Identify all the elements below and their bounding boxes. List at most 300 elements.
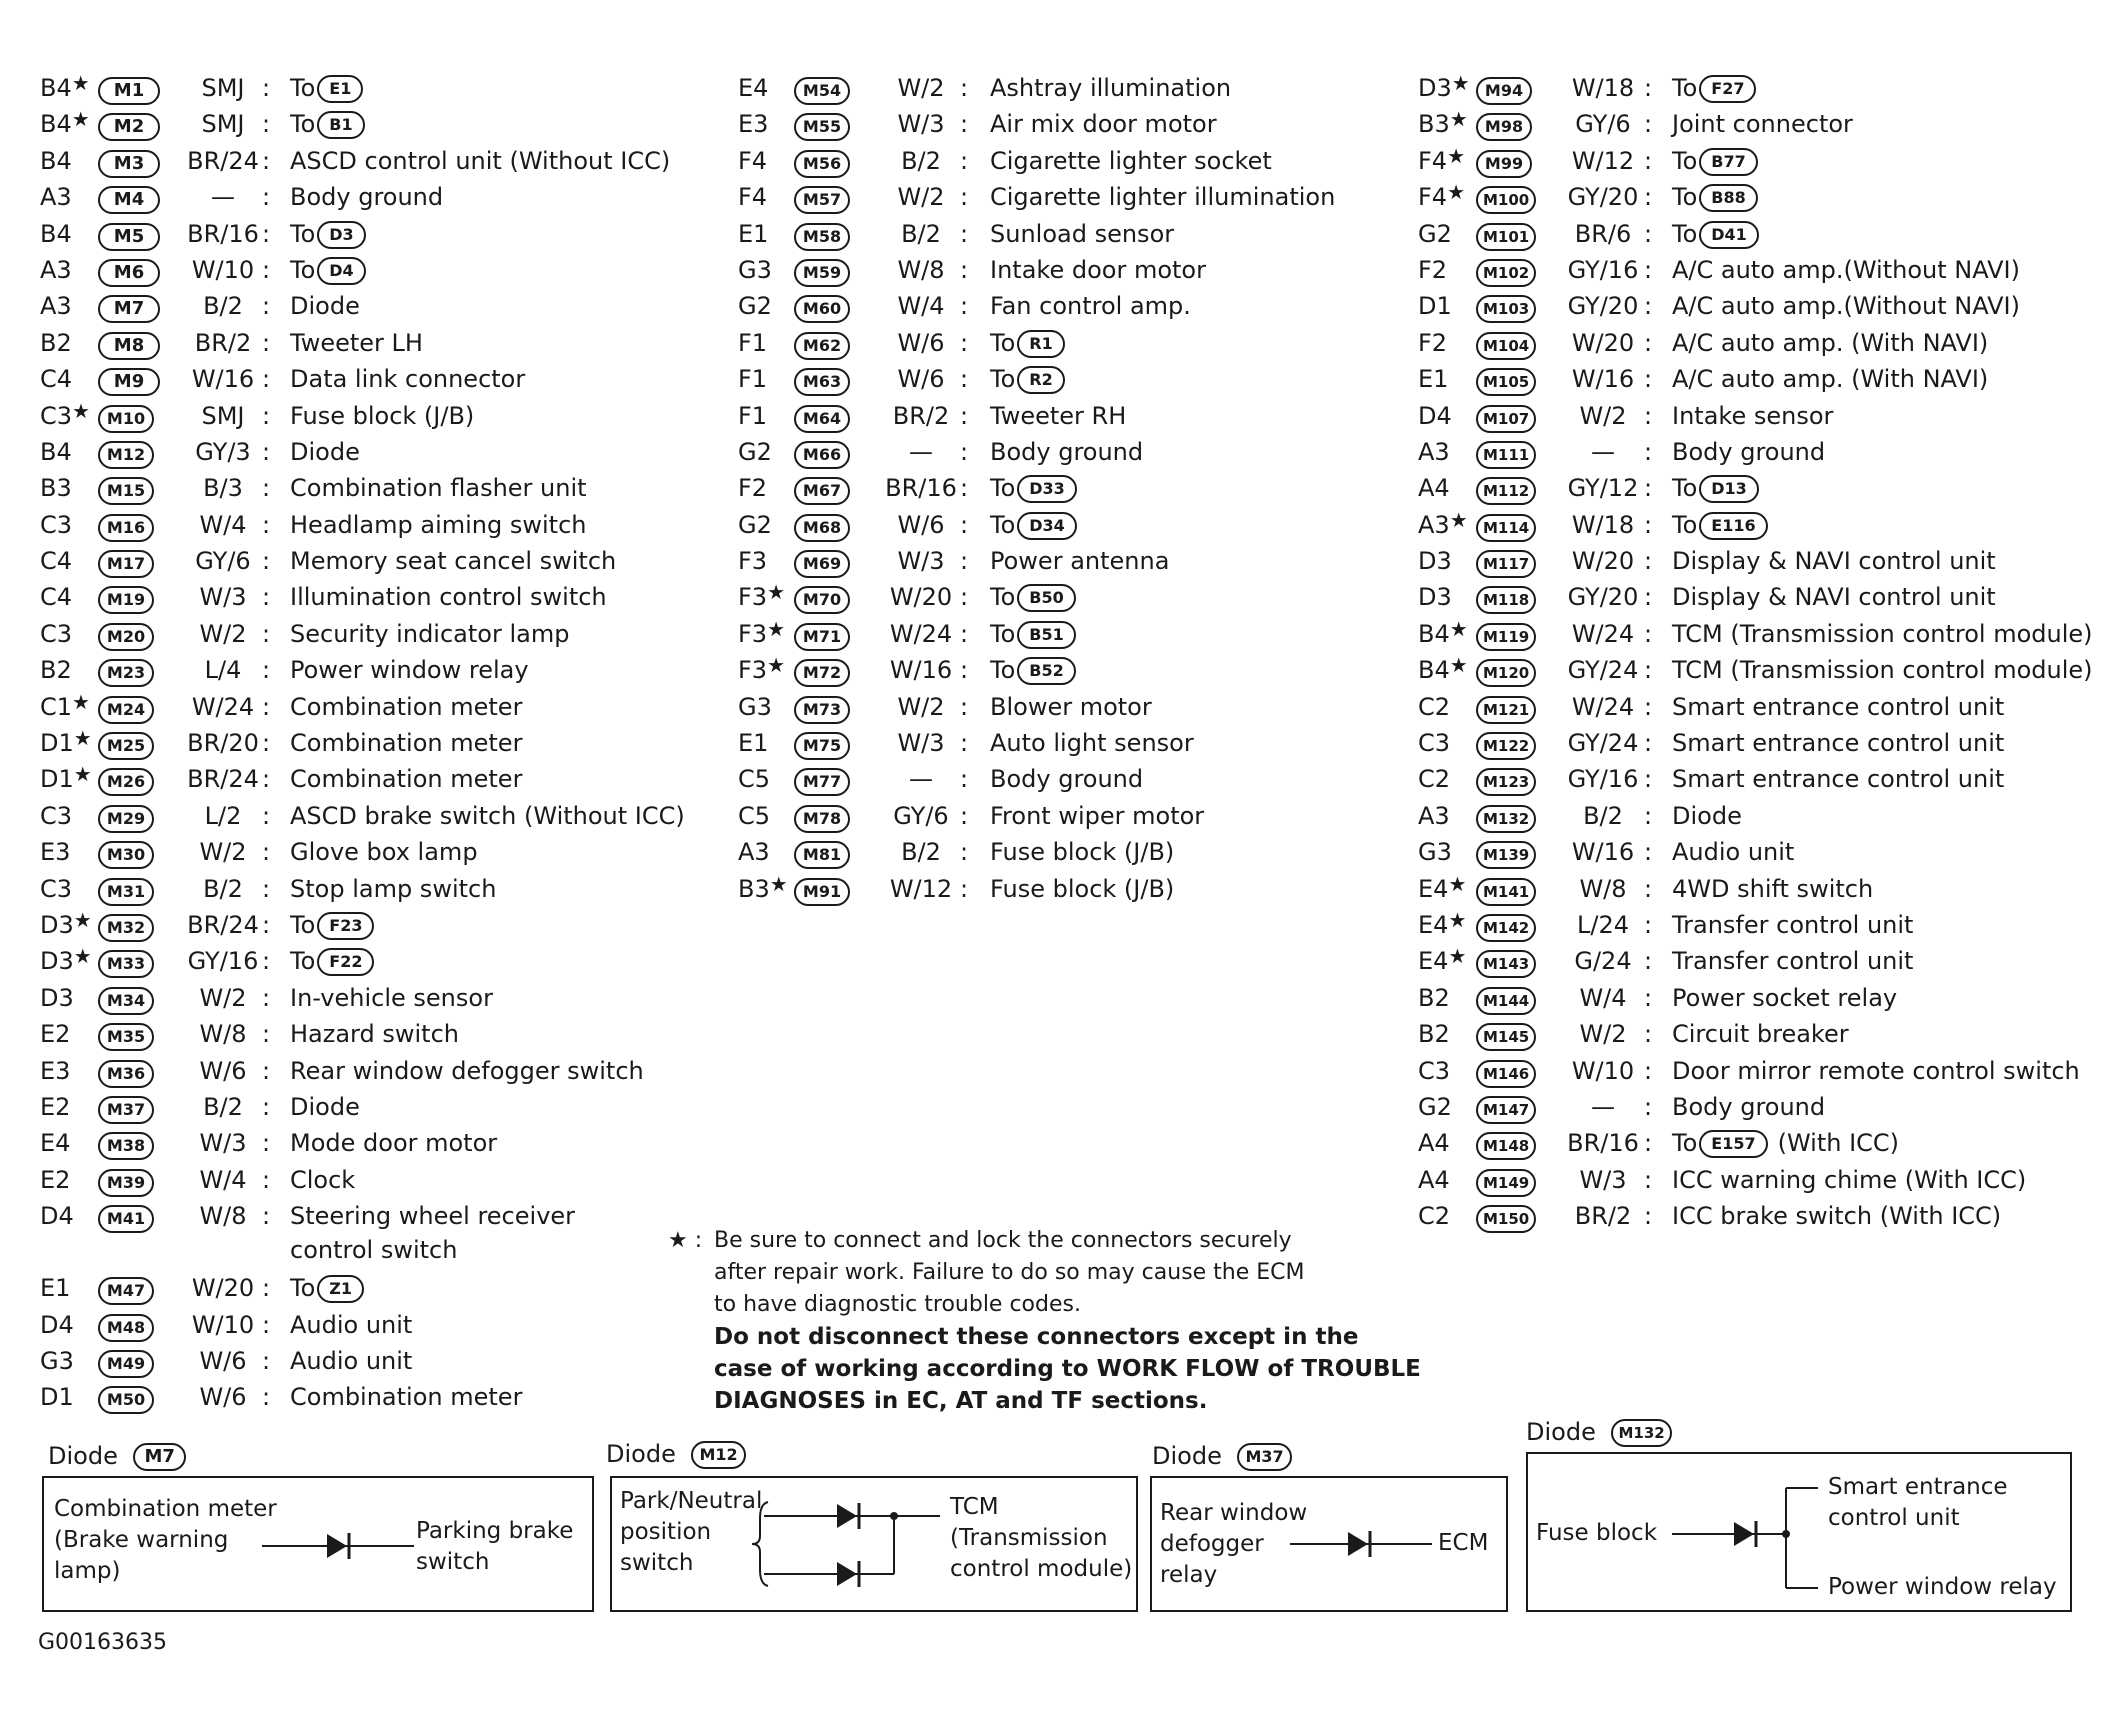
- grid-code: E2: [40, 1092, 71, 1121]
- star-icon: ★: [71, 71, 90, 95]
- separator-colon: :: [261, 219, 271, 248]
- description-text: Fan control amp.: [990, 292, 1191, 321]
- connector-badge: M6: [98, 259, 160, 287]
- separator-colon: :: [1643, 219, 1653, 248]
- connector-type: GY/16: [1567, 765, 1639, 794]
- grid-code: E1: [1418, 365, 1449, 394]
- connector-type: W/6: [199, 1346, 247, 1375]
- connector-type: W/16: [191, 365, 255, 394]
- grid-reference: [1418, 765, 1450, 793]
- diode-m37-title: [1152, 1442, 1292, 1471]
- connector-description: [290, 547, 616, 575]
- connector-badge: M141: [1476, 878, 1536, 906]
- grid-code: D1: [1418, 292, 1452, 321]
- grid-code: C3: [40, 874, 73, 903]
- connector-type: GY/24: [1567, 729, 1639, 758]
- separator-colon: :: [261, 146, 271, 175]
- description-text: ASCD brake switch (Without ICC): [290, 801, 685, 830]
- grid-code: A3: [1418, 510, 1450, 539]
- description-text: Transfer control unit: [1672, 947, 1914, 976]
- connector-badge: M69: [794, 550, 850, 578]
- separator-colon: :: [959, 583, 969, 612]
- separator-colon: :: [261, 1165, 271, 1194]
- connector-type: W/6: [199, 1056, 247, 1085]
- note-star-mark: ★ :: [668, 1228, 703, 1253]
- connector-description: [290, 765, 522, 793]
- grid-reference: [1418, 616, 1468, 648]
- description-text: Audio unit: [290, 1310, 413, 1339]
- separator-colon: :: [959, 656, 969, 685]
- connector-type: BR/2: [194, 328, 252, 357]
- connector-badge: M5: [98, 223, 160, 251]
- connector-description: [290, 365, 525, 393]
- connector-type: W/2: [199, 619, 247, 648]
- description-text: Door mirror remote control switch: [1672, 1056, 2080, 1085]
- connector-type: W/3: [897, 547, 945, 576]
- connector-description: [990, 256, 1206, 284]
- connector-type: W/6: [897, 365, 945, 394]
- grid-code: D3: [40, 910, 74, 939]
- connector-description: [1672, 220, 1759, 249]
- connector-description: [290, 183, 443, 211]
- connector-type: W/3: [199, 1129, 247, 1158]
- connector-type: GY/24: [1567, 656, 1639, 685]
- grid-code: A3: [1418, 437, 1450, 466]
- separator-colon: :: [1643, 1092, 1653, 1121]
- separator-colon: :: [1643, 437, 1653, 466]
- connector-badge: M71: [794, 623, 850, 651]
- connector-description: [290, 1311, 412, 1339]
- grid-reference: [1418, 143, 1466, 175]
- grid-code: A3: [1418, 801, 1450, 830]
- diode-m37-diagram: [1150, 1476, 1508, 1612]
- separator-colon: :: [959, 183, 969, 212]
- connector-badge: M143: [1476, 950, 1536, 978]
- connector-badge: M67: [794, 477, 850, 505]
- connector-description: [990, 402, 1126, 430]
- separator-colon: :: [1643, 947, 1653, 976]
- connector-type: W/8: [199, 1202, 247, 1231]
- grid-reference: [40, 762, 92, 794]
- description-text: Body ground: [1672, 1092, 1826, 1121]
- connector-description: [1672, 547, 1996, 575]
- connector-description: [1672, 802, 1742, 830]
- connector-description: [1672, 438, 1825, 466]
- connector-description: [1672, 984, 1897, 1012]
- connector-type: GY/12: [1567, 474, 1639, 503]
- connector-description: [1672, 256, 2020, 284]
- star-icon: ★: [767, 653, 786, 678]
- separator-colon: :: [959, 110, 969, 139]
- description-text: In-vehicle sensor: [290, 983, 493, 1012]
- connector-description: [1672, 474, 1759, 503]
- to-label: To: [1672, 183, 1698, 212]
- grid-code: B3: [40, 474, 72, 503]
- connector-description: [1672, 656, 2093, 684]
- connector-type: W/24: [191, 692, 255, 721]
- to-label: To: [990, 510, 1016, 539]
- to-label: To: [990, 656, 1016, 685]
- connector-type: B/3: [203, 474, 243, 503]
- connector-type: W/2: [897, 74, 945, 102]
- connector-badge: M73: [794, 696, 850, 724]
- grid-code: D4: [40, 1310, 74, 1339]
- separator-colon: :: [261, 1310, 271, 1339]
- connector-type: W/2: [1579, 401, 1627, 430]
- separator-colon: :: [261, 874, 271, 903]
- grid-code: A4: [1418, 1165, 1450, 1194]
- grid-code: D3: [1418, 583, 1452, 612]
- connector-description: [990, 729, 1194, 757]
- connector-description: [990, 183, 1335, 211]
- connector-type: B/2: [203, 874, 243, 903]
- description-text: Smart entrance control unit: [1672, 692, 2005, 721]
- description-text-line-2: control switch: [290, 1236, 458, 1265]
- connector-badge: M102: [1476, 259, 1536, 287]
- connector-badge: M38: [98, 1132, 154, 1160]
- connector-description: [290, 802, 685, 830]
- connector-description: [1672, 329, 1988, 357]
- star-icon: ★: [73, 762, 92, 787]
- label-line: position: [620, 1519, 712, 1545]
- grid-reference: [40, 656, 72, 684]
- separator-colon: :: [1643, 1165, 1653, 1194]
- grid-reference: [40, 802, 72, 830]
- star-icon: ★: [1449, 107, 1468, 132]
- note-bold-line: DIAGNOSES in EC, AT and TF sections.: [714, 1388, 1208, 1414]
- diode-bottom-right-label: Power window relay: [1828, 1574, 2057, 1600]
- star-icon: ★: [1451, 71, 1470, 95]
- connector-description: [1672, 729, 2004, 757]
- connector-badge: M19: [98, 586, 154, 614]
- connector-badge: M26: [98, 768, 154, 796]
- connector-type: W/3: [897, 729, 945, 758]
- grid-reference: [738, 474, 767, 502]
- connector-description: [990, 220, 1174, 248]
- label-line: Combination meter: [54, 1496, 277, 1522]
- grid-code: C3: [1418, 729, 1451, 758]
- grid-reference: [738, 183, 767, 211]
- connector-description: [1672, 765, 2004, 793]
- to-connector-badge: R1: [1017, 330, 1064, 358]
- separator-colon: :: [261, 474, 271, 503]
- note-line: to have diagnostic trouble codes.: [714, 1292, 1081, 1317]
- connector-description: [990, 74, 1231, 102]
- grid-reference: [738, 438, 772, 466]
- connector-type: W/16: [1571, 365, 1635, 394]
- grid-code: G2: [1418, 1092, 1452, 1121]
- figure-code: G00163635: [38, 1630, 168, 1655]
- grid-reference: [40, 620, 72, 648]
- grid-reference: [40, 1093, 70, 1121]
- description-text: Audio unit: [290, 1346, 413, 1375]
- connector-badge: M9: [98, 368, 160, 396]
- star-icon: ★: [73, 907, 92, 932]
- grid-reference: [40, 256, 72, 284]
- separator-colon: :: [261, 765, 271, 794]
- connector-badge: M4: [98, 186, 160, 214]
- separator-colon: :: [1643, 365, 1653, 394]
- grid-code: A3: [40, 183, 72, 212]
- connector-description: [990, 329, 1065, 358]
- connector-type: BR/16: [187, 219, 259, 248]
- label-line: Park/Neutral: [620, 1488, 763, 1514]
- separator-colon: :: [1643, 510, 1653, 539]
- label-line: control module): [950, 1556, 1133, 1582]
- connector-description: [290, 329, 423, 357]
- separator-colon: :: [261, 292, 271, 321]
- connector-description: [1672, 693, 2004, 721]
- to-connector-badge: B77: [1699, 148, 1757, 176]
- separator-colon: :: [1643, 110, 1653, 139]
- separator-colon: :: [1643, 474, 1653, 503]
- grid-code: E4: [1418, 910, 1449, 939]
- connector-description: [990, 547, 1169, 575]
- separator-colon: :: [959, 619, 969, 648]
- connector-badge: M8: [98, 332, 160, 360]
- separator-colon: :: [959, 874, 969, 903]
- grid-reference: [40, 71, 90, 102]
- connector-type: SMJ: [201, 74, 245, 102]
- separator-colon: :: [261, 801, 271, 830]
- grid-code: B3: [738, 874, 770, 903]
- separator-colon: :: [1643, 619, 1653, 648]
- grid-reference: [40, 1274, 70, 1302]
- description-text: Ashtray illumination: [990, 74, 1232, 102]
- connector-badge: M25: [98, 732, 154, 760]
- grid-reference: [1418, 907, 1467, 939]
- grid-reference: [1418, 1057, 1450, 1085]
- grid-reference: [40, 583, 72, 611]
- description-text: A/C auto amp. (With NAVI): [1672, 365, 1989, 394]
- grid-code: C2: [1418, 765, 1451, 794]
- separator-colon: :: [959, 547, 969, 576]
- connector-badge: M149: [1476, 1169, 1536, 1197]
- connector-type: —: [1591, 437, 1615, 466]
- to-label: To: [290, 947, 316, 976]
- connector-type: W/20: [191, 1274, 255, 1303]
- star-icon: ★: [767, 616, 786, 641]
- description-text: Data link connector: [290, 365, 526, 394]
- connector-badge: M99: [1476, 150, 1532, 178]
- connector-type: W/8: [897, 255, 945, 284]
- connector-type: BR/16: [885, 474, 957, 503]
- connector-badge: M132: [1476, 805, 1536, 833]
- connector-type: L/4: [204, 656, 242, 685]
- connector-badge: M75: [794, 732, 850, 760]
- connector-description: [1672, 147, 1758, 176]
- grid-reference: [1418, 583, 1452, 611]
- grid-code: E3: [40, 1056, 71, 1085]
- description-text: (With ICC): [1777, 1129, 1900, 1158]
- connector-badge: M37: [98, 1096, 154, 1124]
- connector-badge: M33: [98, 950, 154, 978]
- grid-reference: [40, 1383, 74, 1411]
- connector-type: GY/20: [1567, 583, 1639, 612]
- connector-type: W/12: [889, 874, 953, 903]
- connector-type: GY/6: [893, 801, 949, 830]
- description-text: Tweeter RH: [990, 401, 1127, 430]
- grid-reference: [40, 547, 72, 575]
- separator-colon: :: [261, 583, 271, 612]
- connector-description: [290, 947, 374, 976]
- to-connector-badge: B1: [317, 111, 364, 139]
- diode-connector-badge: M132: [1611, 1419, 1671, 1447]
- connector-type: GY/6: [1575, 110, 1631, 139]
- separator-colon: :: [1643, 547, 1653, 576]
- diode-left-label: Fuse block: [1536, 1520, 1658, 1546]
- connector-description: [1672, 838, 1794, 866]
- connector-badge: M121: [1476, 696, 1536, 724]
- to-label: To: [1672, 219, 1698, 248]
- grid-reference: [1418, 365, 1448, 393]
- connector-badge: M100: [1476, 186, 1536, 214]
- grid-reference: [738, 547, 767, 575]
- connector-badge: M17: [98, 550, 154, 578]
- connector-badge: M54: [794, 77, 850, 105]
- separator-colon: :: [1643, 583, 1653, 612]
- grid-reference: [1418, 984, 1450, 1012]
- separator-colon: :: [959, 74, 969, 102]
- separator-colon: :: [261, 365, 271, 394]
- separator-colon: :: [1643, 1202, 1653, 1231]
- grid-reference: [40, 183, 72, 211]
- grid-code: F3: [738, 619, 768, 648]
- grid-code: B4: [40, 146, 72, 175]
- separator-colon: :: [1643, 765, 1653, 794]
- connector-badge: M32: [98, 914, 154, 942]
- separator-colon: :: [261, 510, 271, 539]
- connector-badge: M64: [794, 405, 850, 433]
- description-text: Hazard switch: [290, 1020, 459, 1049]
- separator-colon: :: [261, 729, 271, 758]
- separator-colon: :: [959, 801, 969, 830]
- label-line: (Transmission: [950, 1525, 1108, 1551]
- connector-description: [290, 474, 587, 502]
- connector-description: [290, 511, 586, 539]
- separator-colon: :: [261, 692, 271, 721]
- diode-title-text: Diode: [1526, 1418, 1596, 1446]
- grid-code: E3: [738, 110, 769, 139]
- connector-description: [990, 838, 1174, 866]
- description-text: Body ground: [290, 183, 444, 212]
- grid-code: F4: [1418, 146, 1448, 175]
- label-line: defogger: [1160, 1531, 1264, 1557]
- connector-type: L/24: [1577, 910, 1629, 939]
- connector-badge: M49: [98, 1350, 154, 1378]
- connector-description: [290, 583, 607, 611]
- connector-description: [290, 1057, 644, 1085]
- connector-badge: M55: [794, 113, 850, 141]
- to-connector-badge: Z1: [317, 1275, 364, 1303]
- connector-badge: M144: [1476, 987, 1536, 1015]
- separator-colon: :: [1643, 692, 1653, 721]
- star-icon: ★: [1448, 871, 1467, 896]
- grid-code: A3: [40, 255, 72, 284]
- connector-badge: M24: [98, 696, 154, 724]
- grid-code: C3: [1418, 1056, 1451, 1085]
- connector-badge: M50: [98, 1386, 154, 1414]
- connector-description: [1672, 1129, 1899, 1158]
- grid-code: A4: [1418, 1129, 1450, 1158]
- description-text: Cigarette lighter illumination: [990, 183, 1336, 212]
- description-text: Diode: [1672, 801, 1742, 830]
- to-connector-badge: D13: [1699, 475, 1759, 503]
- connector-badge: M10: [98, 405, 154, 433]
- grid-reference: [1418, 1020, 1450, 1048]
- description-text: Body ground: [990, 437, 1144, 466]
- description-text: Cigarette lighter socket: [990, 146, 1272, 175]
- star-icon: ★: [1449, 653, 1468, 678]
- connector-description: [1672, 511, 1768, 540]
- description-text: Stop lamp switch: [290, 874, 497, 903]
- connector-badge: M146: [1476, 1060, 1536, 1088]
- connector-description: [990, 438, 1143, 466]
- connector-badge: M29: [98, 805, 154, 833]
- connector-type: BR/2: [1574, 1202, 1632, 1231]
- connector-type: W/18: [1571, 74, 1635, 102]
- description-text: Sunload sensor: [990, 219, 1175, 248]
- diode-right-label: [416, 1516, 573, 1578]
- connector-type: W/10: [1571, 1056, 1635, 1085]
- description-text: Front wiper motor: [990, 801, 1205, 830]
- grid-reference: [1418, 474, 1450, 502]
- grid-reference: [738, 220, 768, 248]
- separator-colon: :: [261, 547, 271, 576]
- connector-type: W/6: [897, 510, 945, 539]
- separator-colon: :: [959, 729, 969, 758]
- separator-colon: :: [959, 146, 969, 175]
- separator-colon: :: [261, 110, 271, 139]
- connector-type: W/2: [897, 183, 945, 212]
- connector-type: W/3: [1579, 1165, 1627, 1194]
- label-line: control unit: [1828, 1505, 1960, 1531]
- separator-colon: :: [261, 401, 271, 430]
- connector-badge: M111: [1476, 441, 1536, 469]
- connector-type: GY/16: [1567, 255, 1639, 284]
- grid-reference: [1418, 944, 1467, 976]
- grid-code: B2: [40, 328, 72, 357]
- grid-reference: [1418, 292, 1452, 320]
- diode-right-label: [950, 1492, 1132, 1585]
- grid-reference: [738, 147, 767, 175]
- connector-description: [290, 74, 363, 103]
- grid-code: C2: [1418, 692, 1451, 721]
- note-line: Be sure to connect and lock the connectors securely: [714, 1228, 1292, 1253]
- connector-badge: M142: [1476, 914, 1536, 942]
- grid-reference: [738, 729, 768, 757]
- description-text: Joint connector: [1672, 110, 1853, 139]
- connector-type: B/2: [901, 146, 941, 175]
- grid-reference: [1418, 653, 1468, 685]
- description-text: Smart entrance control unit: [1672, 729, 2005, 758]
- connector-badge: M104: [1476, 332, 1536, 360]
- connector-description: [1672, 365, 1988, 393]
- connector-type: B/2: [203, 1092, 243, 1121]
- grid-code: C3: [40, 619, 73, 648]
- connector-description: [290, 1274, 364, 1303]
- grid-reference: [1418, 256, 1447, 284]
- connector-badge: M107: [1476, 405, 1536, 433]
- connector-type: W/10: [191, 1310, 255, 1339]
- grid-code: B4: [40, 219, 72, 248]
- separator-colon: :: [959, 328, 969, 357]
- diode-connector-badge: M7: [133, 1443, 185, 1471]
- connector-type: —: [909, 765, 933, 794]
- connector-type: SMJ: [201, 110, 245, 139]
- star-icon: ★: [72, 689, 90, 714]
- to-label: To: [290, 110, 316, 139]
